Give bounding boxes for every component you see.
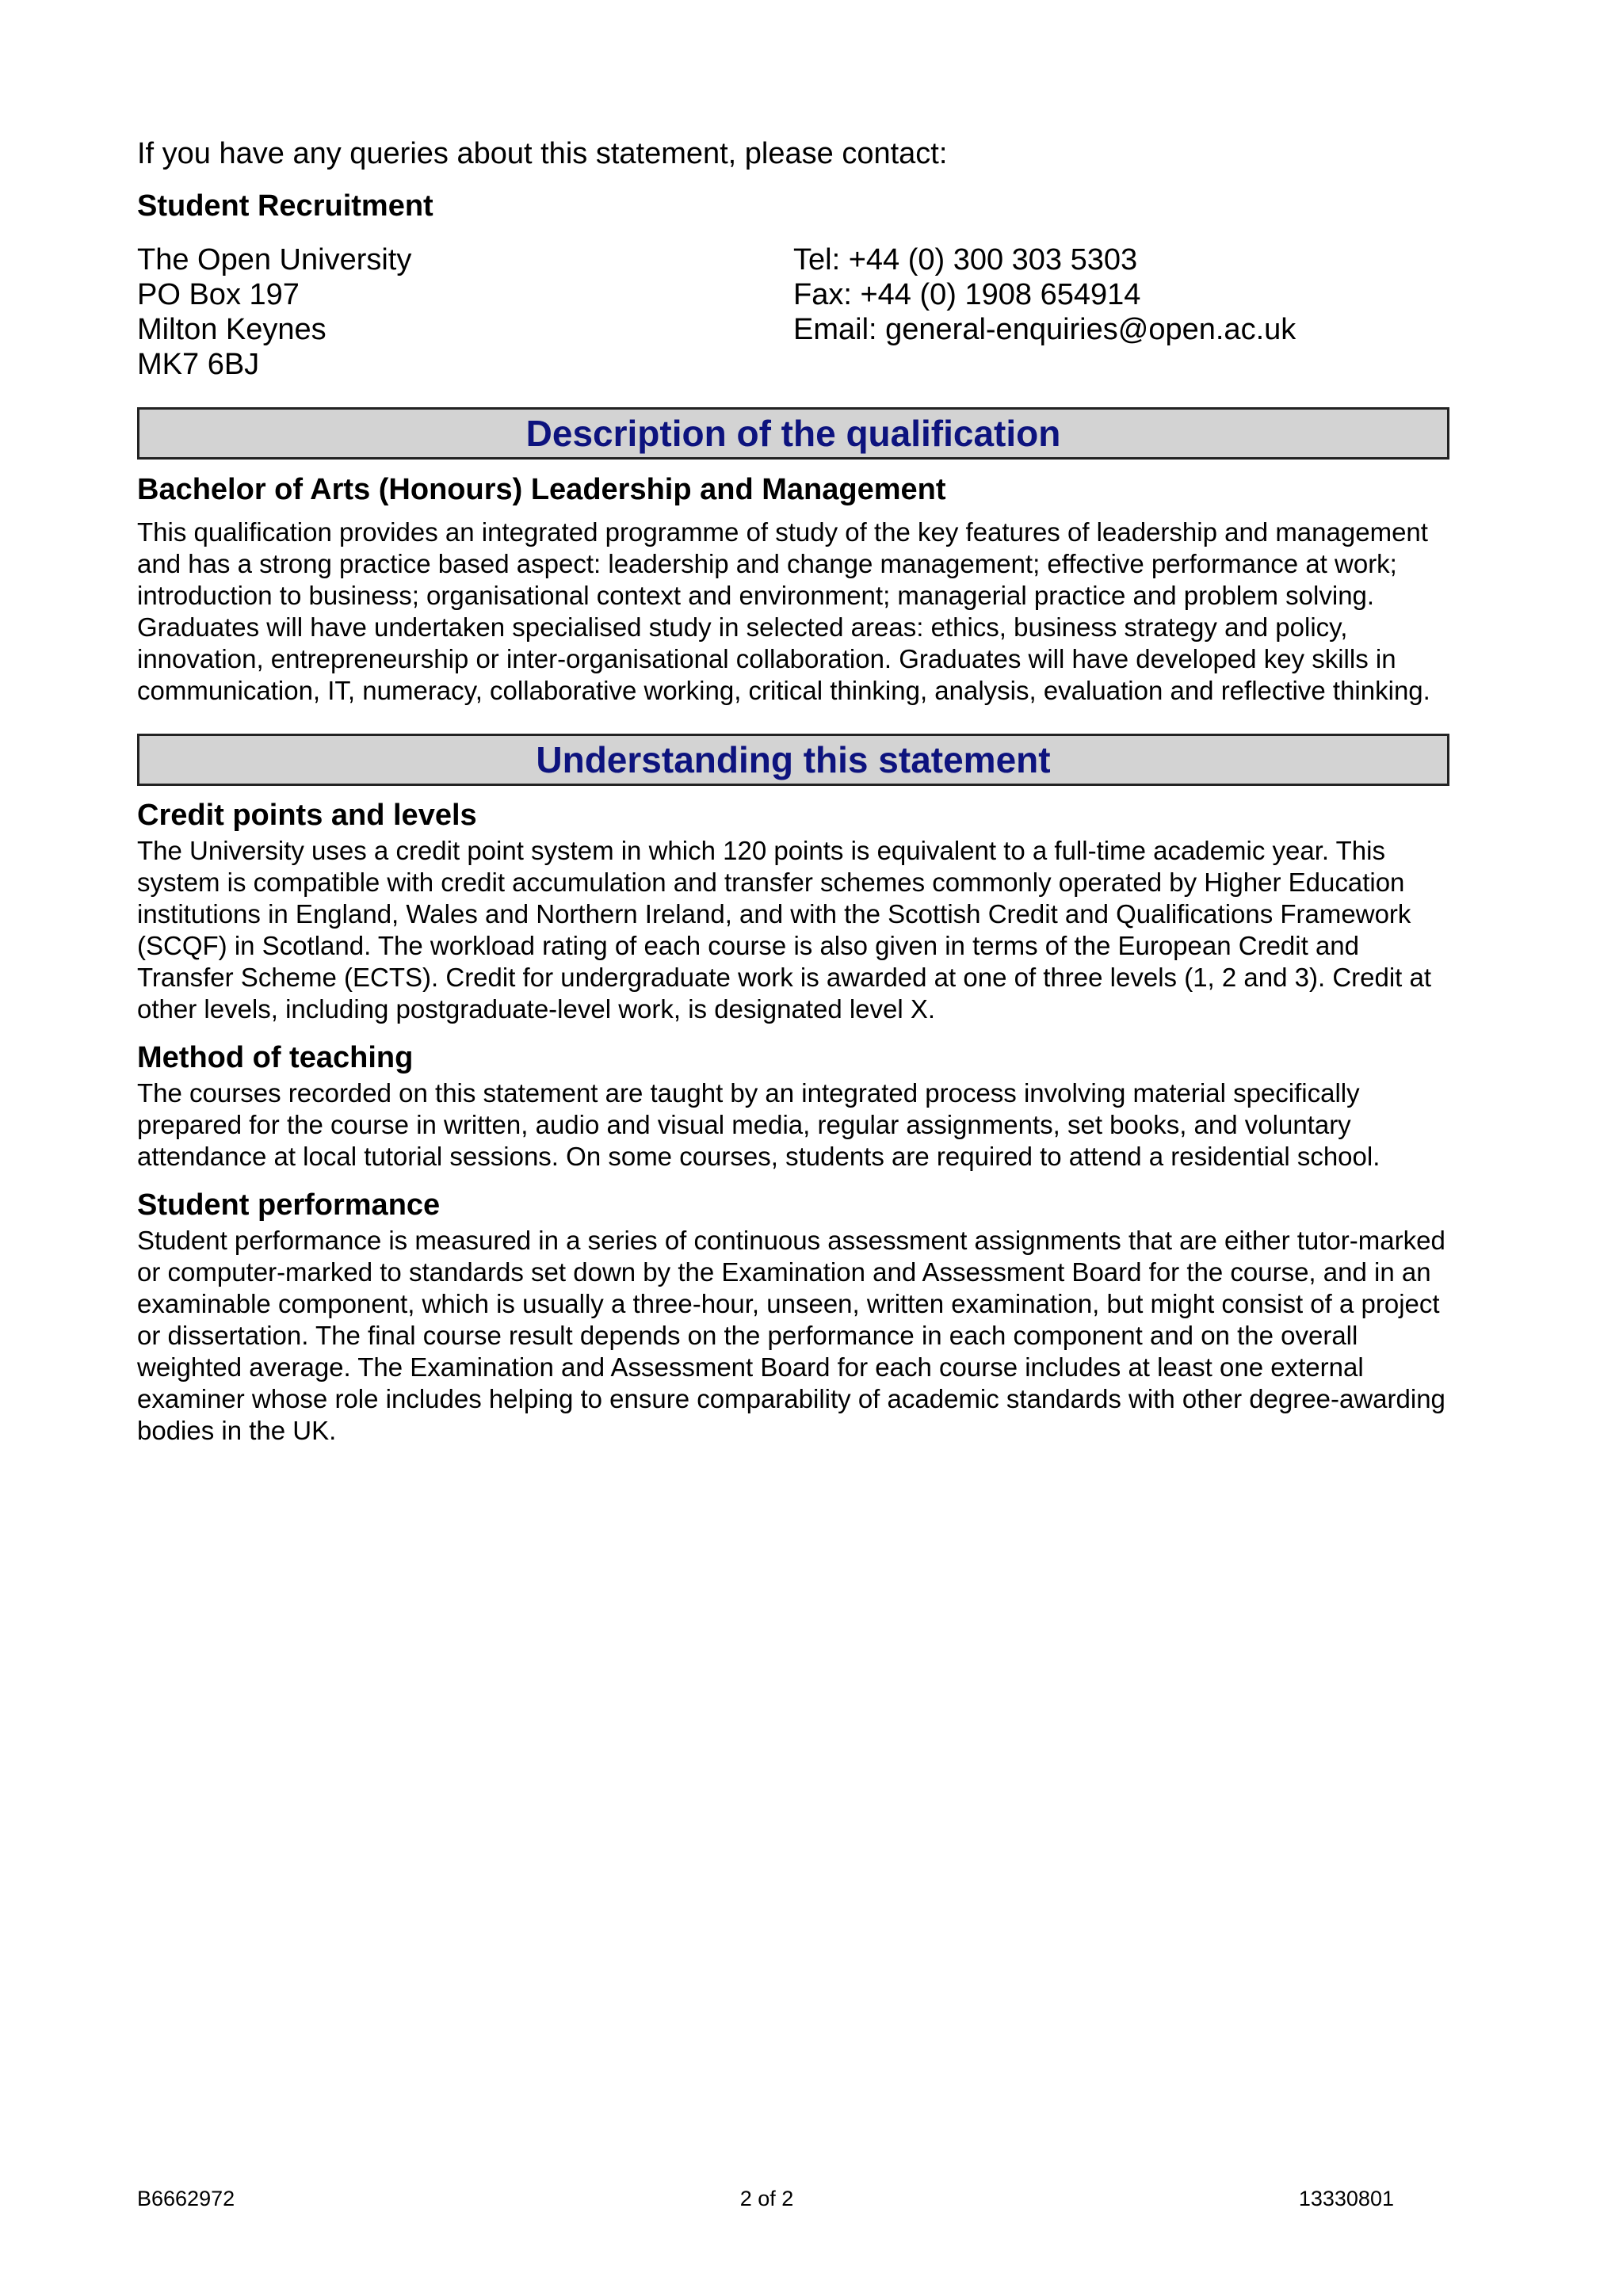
qualification-description: This qualification provides an integrated programme of study of the key features of leadership and management and has a strong practice based aspect: leadership and change management; effective performance at work; introduction to business; organisational context and environment; managerial practice and problem solving. Graduates will have undertaken specialised study in selected areas: ethics, business strategy and policy, innovation, entrepreneurship or inter-organisational collaboration. Graduates will have developed key skills in communication, IT, numeracy, collaborative working, critical thinking, analysis, evaluation and reflective thinking. bbox=[137, 517, 1430, 705]
credit-heading: Credit points and levels bbox=[137, 799, 477, 832]
address-line: MK7 6BJ bbox=[137, 348, 260, 381]
teaching-heading: Method of teaching bbox=[137, 1041, 414, 1074]
qualification-title: Bachelor of Arts (Honours) Leadership and Management bbox=[137, 473, 946, 506]
postal-address bbox=[137, 242, 793, 382]
understanding-section-header bbox=[137, 734, 1449, 786]
address-line: The Open University bbox=[137, 243, 412, 277]
section-title: Understanding this statement bbox=[536, 739, 1051, 780]
address-line: Milton Keynes bbox=[137, 313, 327, 346]
email: Email: general-enquiries@open.ac.uk bbox=[793, 313, 1296, 346]
page-footer bbox=[137, 2187, 1394, 2211]
address-line: PO Box 197 bbox=[137, 278, 300, 311]
statement-page bbox=[137, 135, 1449, 1447]
contact-organisation: Student Recruitment bbox=[137, 189, 433, 223]
telephone: Tel: +44 (0) 300 303 5303 bbox=[793, 243, 1138, 277]
statement-number: 13330801 bbox=[1298, 2187, 1394, 2210]
performance-text: Student performance is measured in a series of continuous assessment assignments that are either tutor-marked or computer-marked to standards set down by the Examination and Assessment Board for the course, and in an examinable component, which is usually a three-hour, unseen, written examination, but might consist of a project or dissertation. The final course result depends on the performance in each component and on the overall weighted average. The Examination and Assessment Board for each course includes at least one external examiner whose role includes helping to ensure comparability of academic standards with other degree-awarding bodies in the UK. bbox=[137, 1226, 1445, 1445]
document-reference: B6662972 bbox=[137, 2187, 235, 2210]
performance-heading: Student performance bbox=[137, 1188, 441, 1222]
qualification-section-header bbox=[137, 407, 1449, 460]
contact-intro: If you have any queries about this statement, please contact: bbox=[137, 137, 948, 170]
section-title: Description of the qualification bbox=[525, 413, 1061, 454]
page-number: 2 of 2 bbox=[739, 2187, 794, 2210]
teaching-text: The courses recorded on this statement are taught by an integrated process involving material specifically prepared for the course in written, audio and visual media, regular assignments, set books, and voluntary attendance at local tutorial sessions. On some courses, students are required to attend a residential school. bbox=[137, 1078, 1381, 1171]
fax: Fax: +44 (0) 1908 654914 bbox=[793, 278, 1141, 311]
contact-numbers bbox=[793, 242, 1449, 382]
contact-details bbox=[137, 242, 1449, 382]
credit-text: The University uses a credit point system in which 120 points is equivalent to a full-time academic year. This system is compatible with credit accumulation and transfer schemes commonly operated by Higher Education institutions in England, Wales and Northern Ireland, and with the Scottish Credit and Qualifications Framework (SCQF) in Scotland. The workload rating of each course is also given in terms of the European Credit and Transfer Scheme (ECTS). Credit for undergraduate work is awarded at one of three levels (1, 2 and 3). Credit at other levels, including postgraduate-level work, is designated level X. bbox=[137, 836, 1432, 1024]
